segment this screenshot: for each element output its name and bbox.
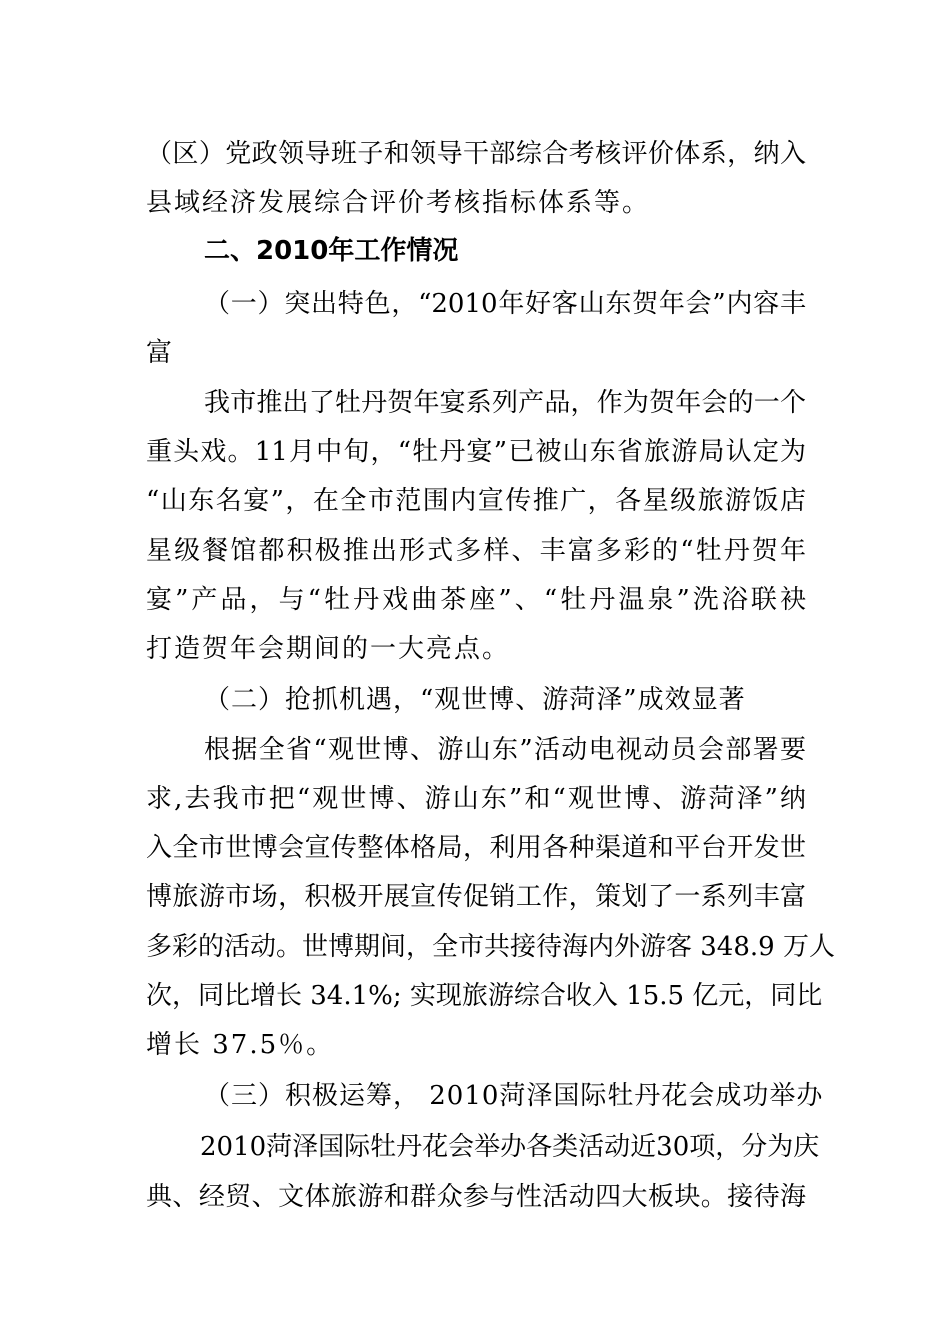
subsection-heading: （一）突出特色，“2010年好客山东贺年会”内容丰	[204, 289, 806, 319]
body-line: 增长 37.5％。	[146, 1030, 335, 1060]
body-line: 我市推出了牡丹贺年宴系列产品，作为贺年会的一个	[204, 388, 806, 418]
subsection-heading-continued: 富	[146, 338, 175, 368]
section-heading: 二、2010年工作情况	[204, 236, 459, 266]
subsection-heading: （三）积极运筹， 2010菏泽国际牡丹花会成功举办	[204, 1081, 824, 1111]
body-line: “山东名宴”，在全市范围内宣传推广，各星级旅游饭店	[146, 486, 806, 516]
body-line: 博旅游市场，积极开展宣传促销工作，策划了一系列丰富	[146, 882, 806, 912]
body-line: 根据全省“观世博、游山东”活动电视动员会部署要	[204, 735, 806, 765]
body-line: （区）党政领导班子和领导干部综合考核评价体系，纳入	[146, 139, 806, 169]
body-line: 多彩的活动。世博期间，全市共接待海内外游客 348.9 万人	[146, 932, 835, 962]
body-line: 重头戏。11月中旬，“牡丹宴”已被山东省旅游局认定为	[146, 437, 806, 467]
body-line: 典、经贸、文体旅游和群众参与性活动四大板块。接待海	[146, 1182, 806, 1212]
body-line: 求,去我市把“观世博、游山东”和“观世博、游菏泽”纳	[146, 784, 806, 814]
body-line: 入全市世博会宣传整体格局，利用各种渠道和平台开发世	[146, 833, 806, 863]
body-line: 星级餐馆都积极推出形式多样、丰富多彩的“牡丹贺年	[146, 536, 806, 566]
body-line: 宴”产品，与“牡丹戏曲茶座”、“牡丹温泉”洗浴联袂	[146, 585, 806, 615]
subsection-heading: （二）抢抓机遇，“观世博、游菏泽”成效显著	[204, 685, 746, 715]
body-line: 2010菏泽国际牡丹花会举办各类活动近30项，分为庆	[200, 1132, 820, 1162]
body-line: 县域经济发展综合评价考核指标体系等。	[146, 188, 651, 218]
body-line: 次，同比增长 34.1%; 实现旅游综合收入 15.5 亿元，同比	[146, 981, 823, 1011]
body-line: 打造贺年会期间的一大亮点。	[146, 634, 511, 664]
